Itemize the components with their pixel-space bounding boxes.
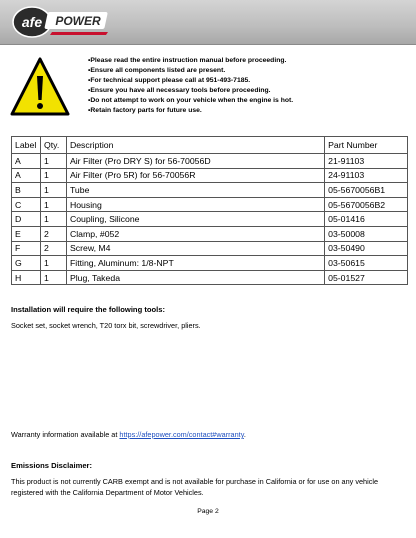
- cell-label: A: [12, 154, 41, 169]
- cell-label: B: [12, 183, 41, 198]
- parts-table: [11, 136, 408, 285]
- cell-part-number: 05-01527: [325, 270, 408, 285]
- cell-label: F: [12, 241, 41, 256]
- cell-part-number: 05-5670056B2: [325, 197, 408, 212]
- table-row: [12, 241, 408, 256]
- warranty-prefix: Warranty information available at: [11, 430, 120, 439]
- column-header-part-number: Part Number: [325, 137, 408, 154]
- table-row: [12, 270, 408, 285]
- cell-part-number: 03-50008: [325, 226, 408, 241]
- cell-part-number: 24-91103: [325, 168, 408, 183]
- cell-label: G: [12, 256, 41, 271]
- cell-part-number: 05-5670056B1: [325, 183, 408, 198]
- table-row: [12, 256, 408, 271]
- warning-item: • For technical support please call at 951-493-7185.: [88, 76, 293, 86]
- cell-qty: 1: [40, 168, 66, 183]
- svg-text:POWER: POWER: [55, 14, 101, 28]
- table-row: [12, 197, 408, 212]
- cell-qty: 1: [40, 256, 66, 271]
- cell-part-number: 05-01416: [325, 212, 408, 227]
- emissions-heading: Emissions Disclaimer:: [11, 461, 93, 470]
- cell-label: A: [12, 168, 41, 183]
- warning-item: • Please read the entire instruction manual before proceeding.: [88, 56, 293, 66]
- warranty-suffix: .: [243, 430, 246, 439]
- cell-part-number: 03-50615: [325, 256, 408, 271]
- warning-item: • Retain factory parts for future use.: [88, 106, 293, 116]
- emissions-text: This product is not currently CARB exempt and is not available for purchase in California or for use on any vehicle registered with the California Department of Motor Vehicles.: [11, 477, 379, 497]
- cell-qty: 1: [40, 270, 66, 285]
- cell-part-number: 03-50490: [325, 241, 408, 256]
- column-header-qty: Qty.: [40, 137, 66, 154]
- cell-part-number: 21-91103: [325, 154, 408, 169]
- cell-description: Housing: [66, 197, 324, 212]
- tools-heading: Installation will require the following tools:: [11, 305, 165, 314]
- cell-label: E: [12, 226, 41, 241]
- cell-description: Air Filter (Pro 5R) for 56-70056R: [66, 168, 324, 183]
- table-header-row: [12, 137, 408, 154]
- cell-qty: 1: [40, 183, 66, 198]
- afe-power-logo: [8, 2, 114, 42]
- warranty-line: [11, 430, 246, 439]
- cell-description: Plug, Takeda: [66, 270, 324, 285]
- table-row: [12, 226, 408, 241]
- cell-description: Air Filter (Pro DRY S) for 56-70056D: [66, 154, 324, 169]
- cell-qty: 1: [40, 212, 66, 227]
- cell-label: D: [12, 212, 41, 227]
- warning-item: • Ensure you have all necessary tools before proceeding.: [88, 86, 293, 96]
- warning-item: • Ensure all components listed are present.: [88, 66, 293, 76]
- cell-description: Screw, M4: [66, 241, 324, 256]
- table-row: [12, 168, 408, 183]
- tools-list-text: Socket set, socket wrench, T20 torx bit, screwdriver, pliers.: [11, 321, 201, 330]
- table-row: [12, 212, 408, 227]
- cell-qty: 1: [40, 197, 66, 212]
- warnings-list: [88, 56, 293, 115]
- svg-text:afe: afe: [21, 14, 43, 30]
- page-number: Page 2: [197, 508, 219, 515]
- cell-qty: 2: [40, 241, 66, 256]
- cell-description: Clamp, #052: [66, 226, 324, 241]
- warning-icon: [10, 56, 70, 118]
- cell-description: Fitting, Aluminum: 1/8-NPT: [66, 256, 324, 271]
- column-header-label: Label: [12, 137, 41, 154]
- table-row: [12, 154, 408, 169]
- cell-description: Tube: [66, 183, 324, 198]
- cell-label: H: [12, 270, 41, 285]
- table-row: [12, 183, 408, 198]
- cell-label: C: [12, 197, 41, 212]
- warranty-link[interactable]: https://afepower.com/contact#warranty: [119, 430, 244, 439]
- cell-qty: 2: [40, 226, 66, 241]
- column-header-description: Description: [66, 137, 324, 154]
- cell-description: Coupling, Silicone: [66, 212, 324, 227]
- header-band: [0, 0, 416, 45]
- cell-qty: 1: [40, 154, 66, 169]
- warning-item: • Do not attempt to work on your vehicle when the engine is hot.: [88, 96, 293, 106]
